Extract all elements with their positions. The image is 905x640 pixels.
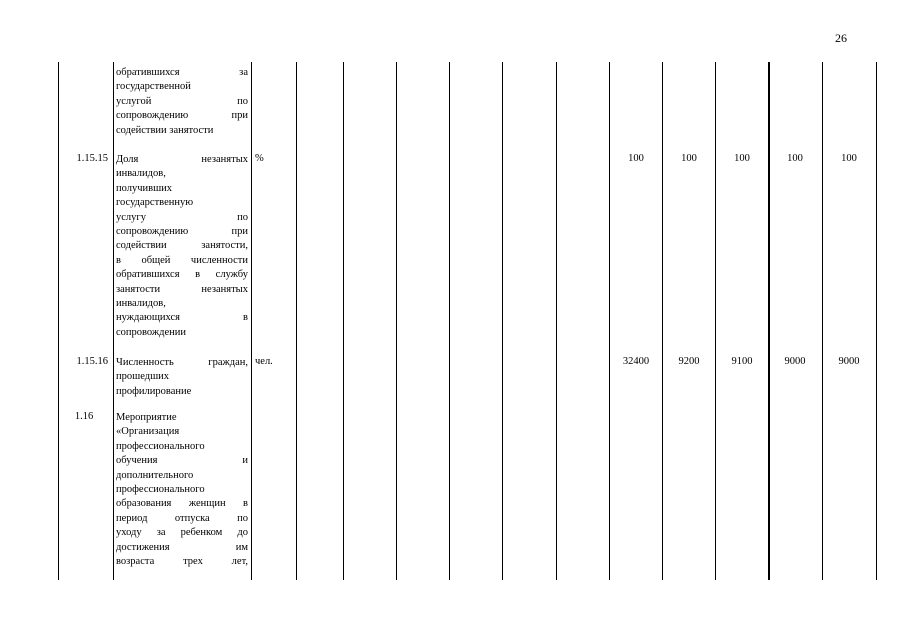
- text-line: возраста трех лет,: [116, 556, 248, 568]
- text-line: сопровождению при: [116, 226, 248, 238]
- text-line: содействии занятости,: [116, 240, 248, 252]
- row-unit: %: [255, 153, 264, 164]
- text-line: нуждающихся в: [116, 312, 248, 324]
- text-line: занятости незанятых: [116, 283, 248, 295]
- text-line: услугой по: [116, 95, 248, 107]
- text-line: обратившихся за: [116, 67, 248, 78]
- text-line: достижения им: [116, 541, 248, 553]
- column-border: [609, 62, 610, 580]
- row-code: 1.15.15: [76, 153, 108, 164]
- row-description: [116, 356, 248, 399]
- column-border: [343, 62, 344, 580]
- text-line: дополнительного: [116, 469, 194, 481]
- text-line: уходу за ребенком до: [116, 527, 248, 539]
- text-line: инвалидов,: [116, 168, 166, 180]
- column-border: [715, 62, 716, 580]
- column-border: [822, 62, 823, 580]
- column-border: [296, 62, 297, 580]
- text-line: сопровождении: [116, 326, 187, 338]
- continued-row-text: [116, 66, 248, 138]
- column-border: [449, 62, 450, 580]
- column-border: [251, 62, 252, 580]
- text-line: государственной: [116, 81, 191, 93]
- row-description: [116, 153, 248, 340]
- column-border: [396, 62, 397, 580]
- text-line: образования женщин в: [116, 498, 248, 510]
- row-code: 1.15.16: [76, 356, 108, 367]
- text-line: профилирование: [116, 385, 192, 397]
- text-line: профессионального: [116, 484, 205, 496]
- column-border: [502, 62, 503, 580]
- row-code: 1.16: [74, 411, 94, 422]
- text-line: период отпуска по: [116, 512, 248, 524]
- column-border: [768, 62, 770, 580]
- value-cell: 100: [628, 153, 644, 164]
- row-description: [116, 411, 248, 569]
- value-cell: 100: [787, 153, 803, 164]
- text-line: содействии занятости: [116, 124, 214, 136]
- text-line: «Организация: [116, 426, 180, 438]
- column-border: [876, 62, 877, 580]
- text-line: инвалидов,: [116, 298, 166, 310]
- text-line: обучения и: [116, 455, 248, 467]
- row-unit: чел.: [255, 356, 273, 367]
- text-line: Численность граждан,: [116, 357, 248, 368]
- value-cell: 9200: [678, 356, 700, 367]
- column-border: [556, 62, 557, 580]
- column-border: [662, 62, 663, 580]
- value-cell: 9000: [784, 356, 806, 367]
- value-cell: 100: [681, 153, 697, 164]
- column-border: [113, 62, 114, 580]
- value-cell: 100: [841, 153, 857, 164]
- text-line: сопровождению при: [116, 110, 248, 122]
- text-line: Мероприятие: [116, 412, 177, 423]
- text-line: в общей численности: [116, 254, 248, 266]
- value-cell: 9100: [731, 356, 753, 367]
- text-line: Доля незанятых: [116, 154, 248, 165]
- text-line: профессионального: [116, 440, 205, 452]
- text-line: государственную: [116, 197, 194, 209]
- page-number: 26: [835, 31, 847, 45]
- text-line: получивших: [116, 182, 173, 194]
- text-line: прошедших: [116, 371, 170, 383]
- text-line: услугу по: [116, 211, 248, 223]
- text-line: обратившихся в службу: [116, 269, 248, 281]
- value-cell: 32400: [622, 356, 650, 367]
- value-cell: 9000: [838, 356, 860, 367]
- column-border: [58, 62, 59, 580]
- value-cell: 100: [734, 153, 750, 164]
